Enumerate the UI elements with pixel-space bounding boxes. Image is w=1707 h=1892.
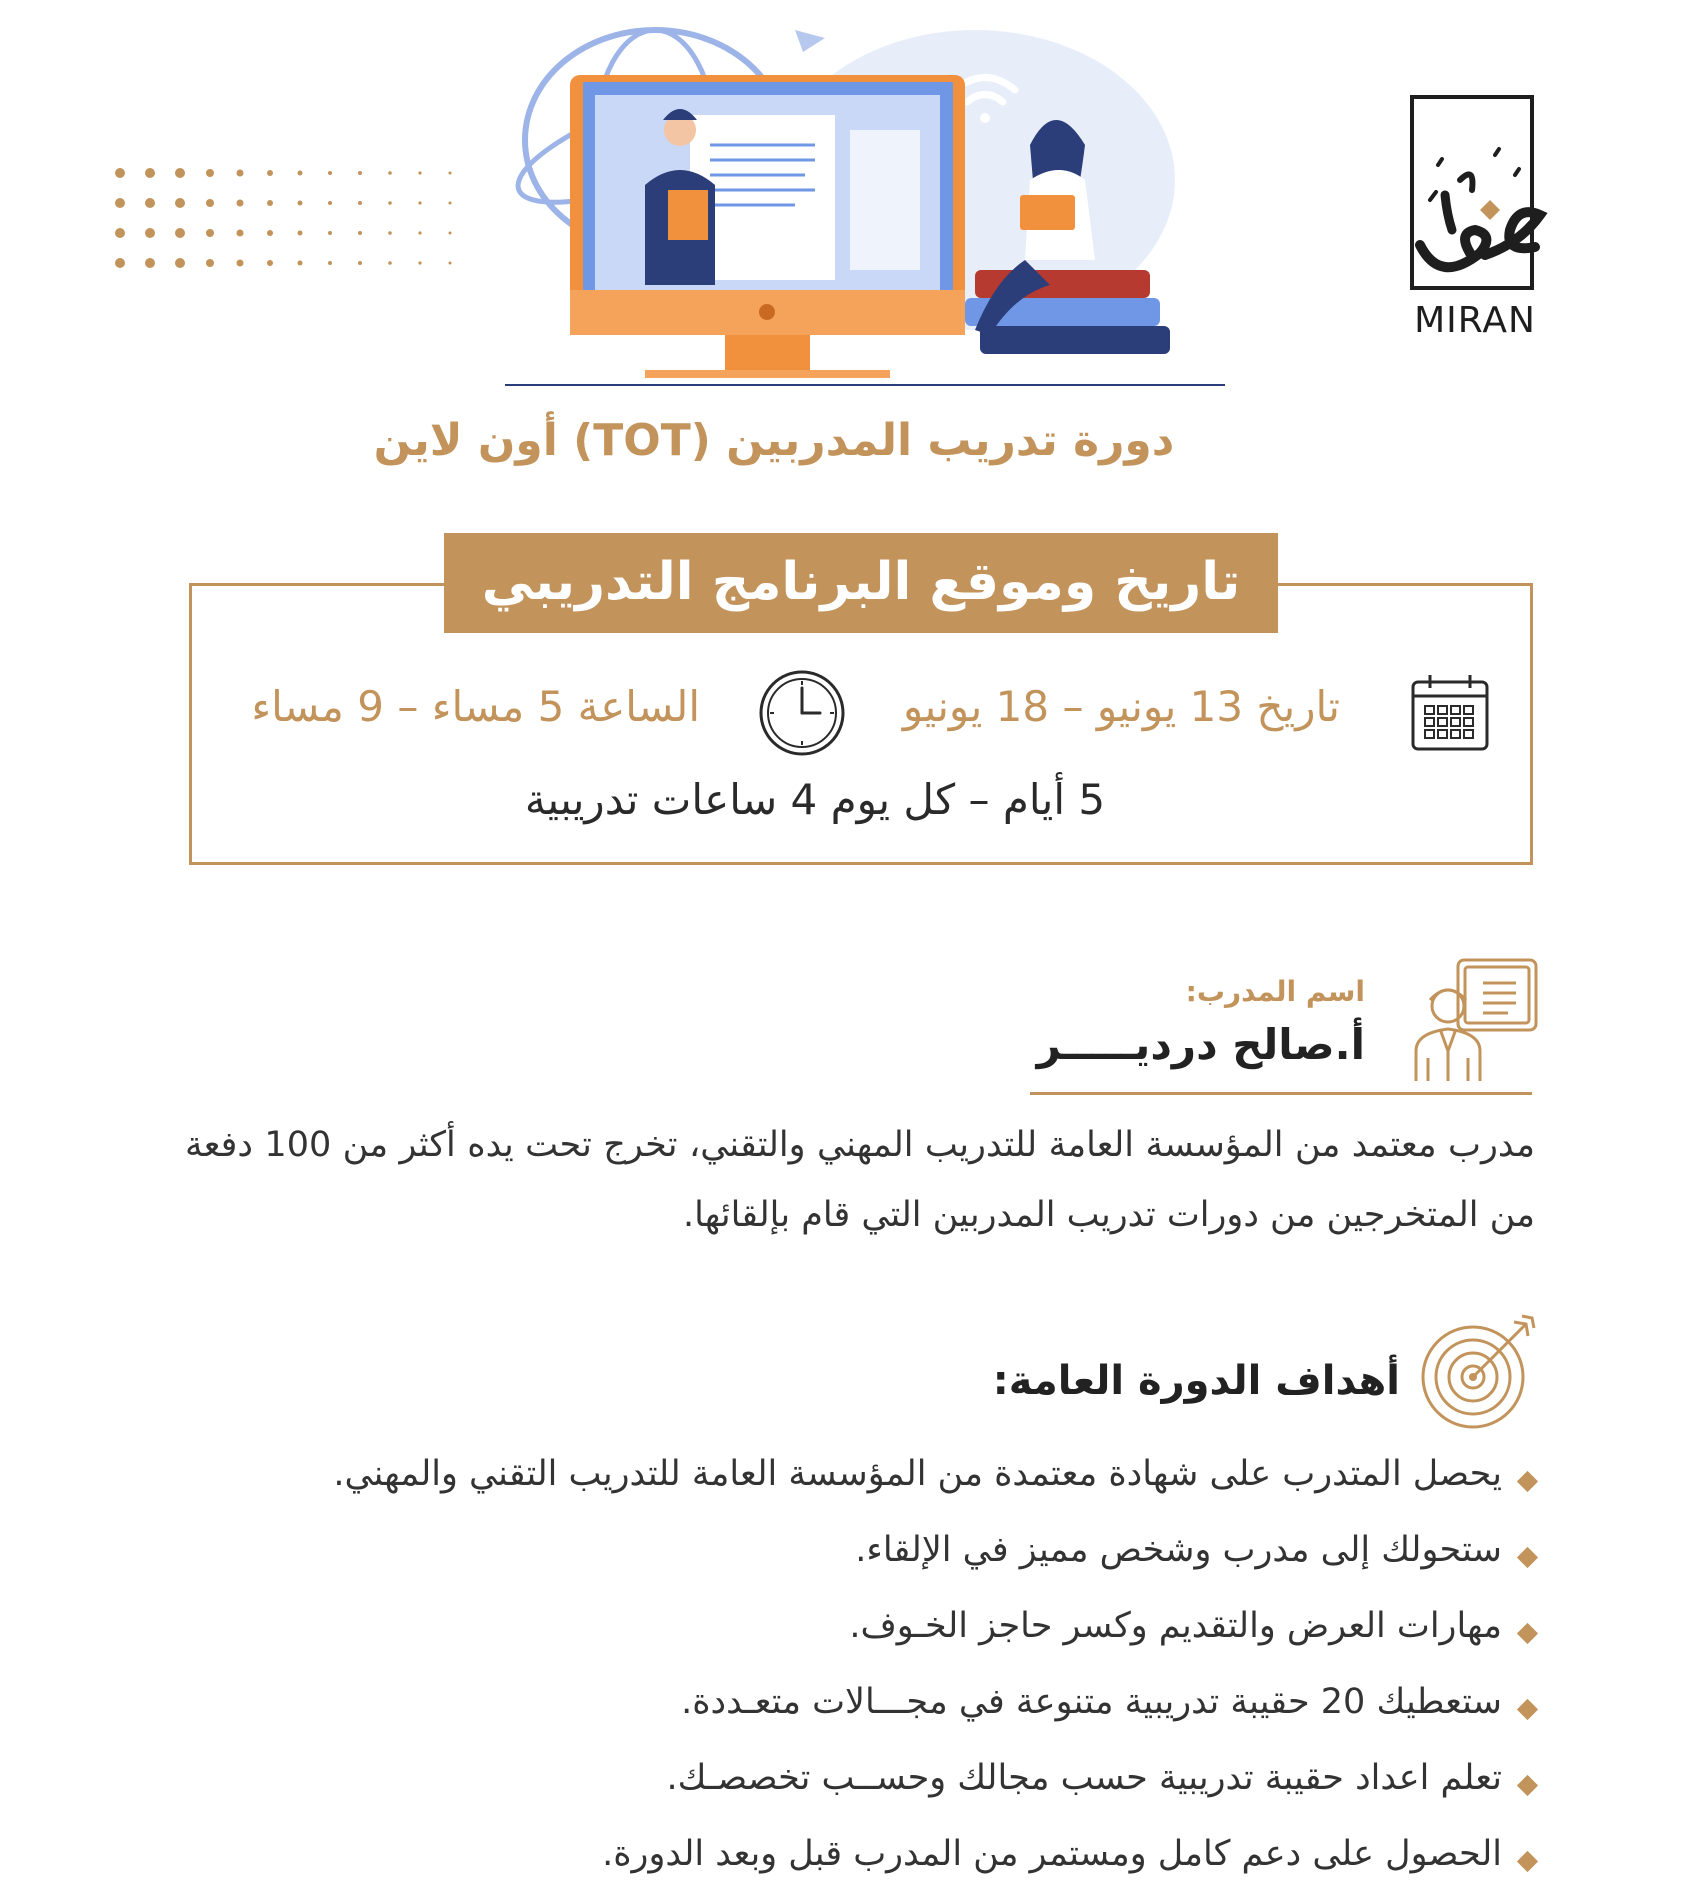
goal-text: ستعطيك 20 حقيبة تدريبية متنوعة في مجـــالات متعـددة. [681, 1682, 1502, 1722]
calendar-icon [1410, 672, 1490, 752]
diamond-bullet-icon [1517, 1546, 1538, 1567]
diamond-bullet-icon [1517, 1698, 1538, 1719]
list-item [170, 1740, 1535, 1816]
trainer-bio: مدرب معتمد من المؤسسة العامة للتدريب المهني والتقني، تخرج تحت يده أكثر من 100 دفعة من المتخرجين من دورات تدريب المدربين التي قام بإلقائها. [185, 1125, 1535, 1235]
goal-text: تعلم اعداد حقيبة تدريبية حسب مجالك وحســب تخصصـك. [666, 1758, 1502, 1798]
clock-icon [757, 668, 847, 758]
course-duration: 5 أيام – كل يوم 4 ساعات تدريبية [524, 775, 1106, 824]
goals-list [170, 1436, 1535, 1892]
target-icon [1418, 1312, 1538, 1432]
course-time: الساعة 5 مساء – 9 مساء [251, 682, 700, 731]
course-title: دورة تدريب المدربين (TOT) أون لاين [373, 415, 1175, 466]
goal-text: مهارات العرض والتقديم وكسر حاجز الخـوف. [849, 1606, 1502, 1646]
online-training-illustration [505, 20, 1225, 390]
list-item [170, 1436, 1535, 1512]
diamond-bullet-icon [1517, 1470, 1538, 1491]
goal-text: الحصول على دعم كامل ومستمر من المدرب قبل وبعد الدورة. [602, 1834, 1502, 1874]
goal-text: ستحولك إلى مدرب وشخص مميز في الإلقاء. [855, 1530, 1502, 1570]
list-item [170, 1512, 1535, 1588]
goals-title: أهداف الدورة العامة: [992, 1358, 1400, 1404]
list-item [170, 1664, 1535, 1740]
list-item [170, 1816, 1535, 1892]
schedule-header: تاريخ وموقع البرنامج التدريبي [444, 533, 1278, 633]
list-item [170, 1588, 1535, 1664]
miran-logo [1400, 95, 1550, 341]
logo-calligraphy [1400, 135, 1550, 285]
logo-wordmark: MIRAN [1414, 300, 1536, 341]
trainer-icon [1408, 958, 1538, 1083]
diamond-bullet-icon [1517, 1774, 1538, 1795]
trainer-divider [1030, 1092, 1532, 1095]
course-date: تاريخ 13 يونيو – 18 يونيو [902, 682, 1340, 731]
goal-text: يحصل المتدرب على شهادة معتمدة من المؤسسة العامة للتدريب التقني والمهني. [333, 1454, 1502, 1494]
trainer-label: اسم المدرب: [1185, 975, 1365, 1008]
dot-pattern-decoration [115, 168, 455, 268]
diamond-bullet-icon [1517, 1622, 1538, 1643]
diamond-bullet-icon [1517, 1850, 1538, 1871]
trainer-name: أ.صالح درديـــــر [1036, 1020, 1365, 1069]
